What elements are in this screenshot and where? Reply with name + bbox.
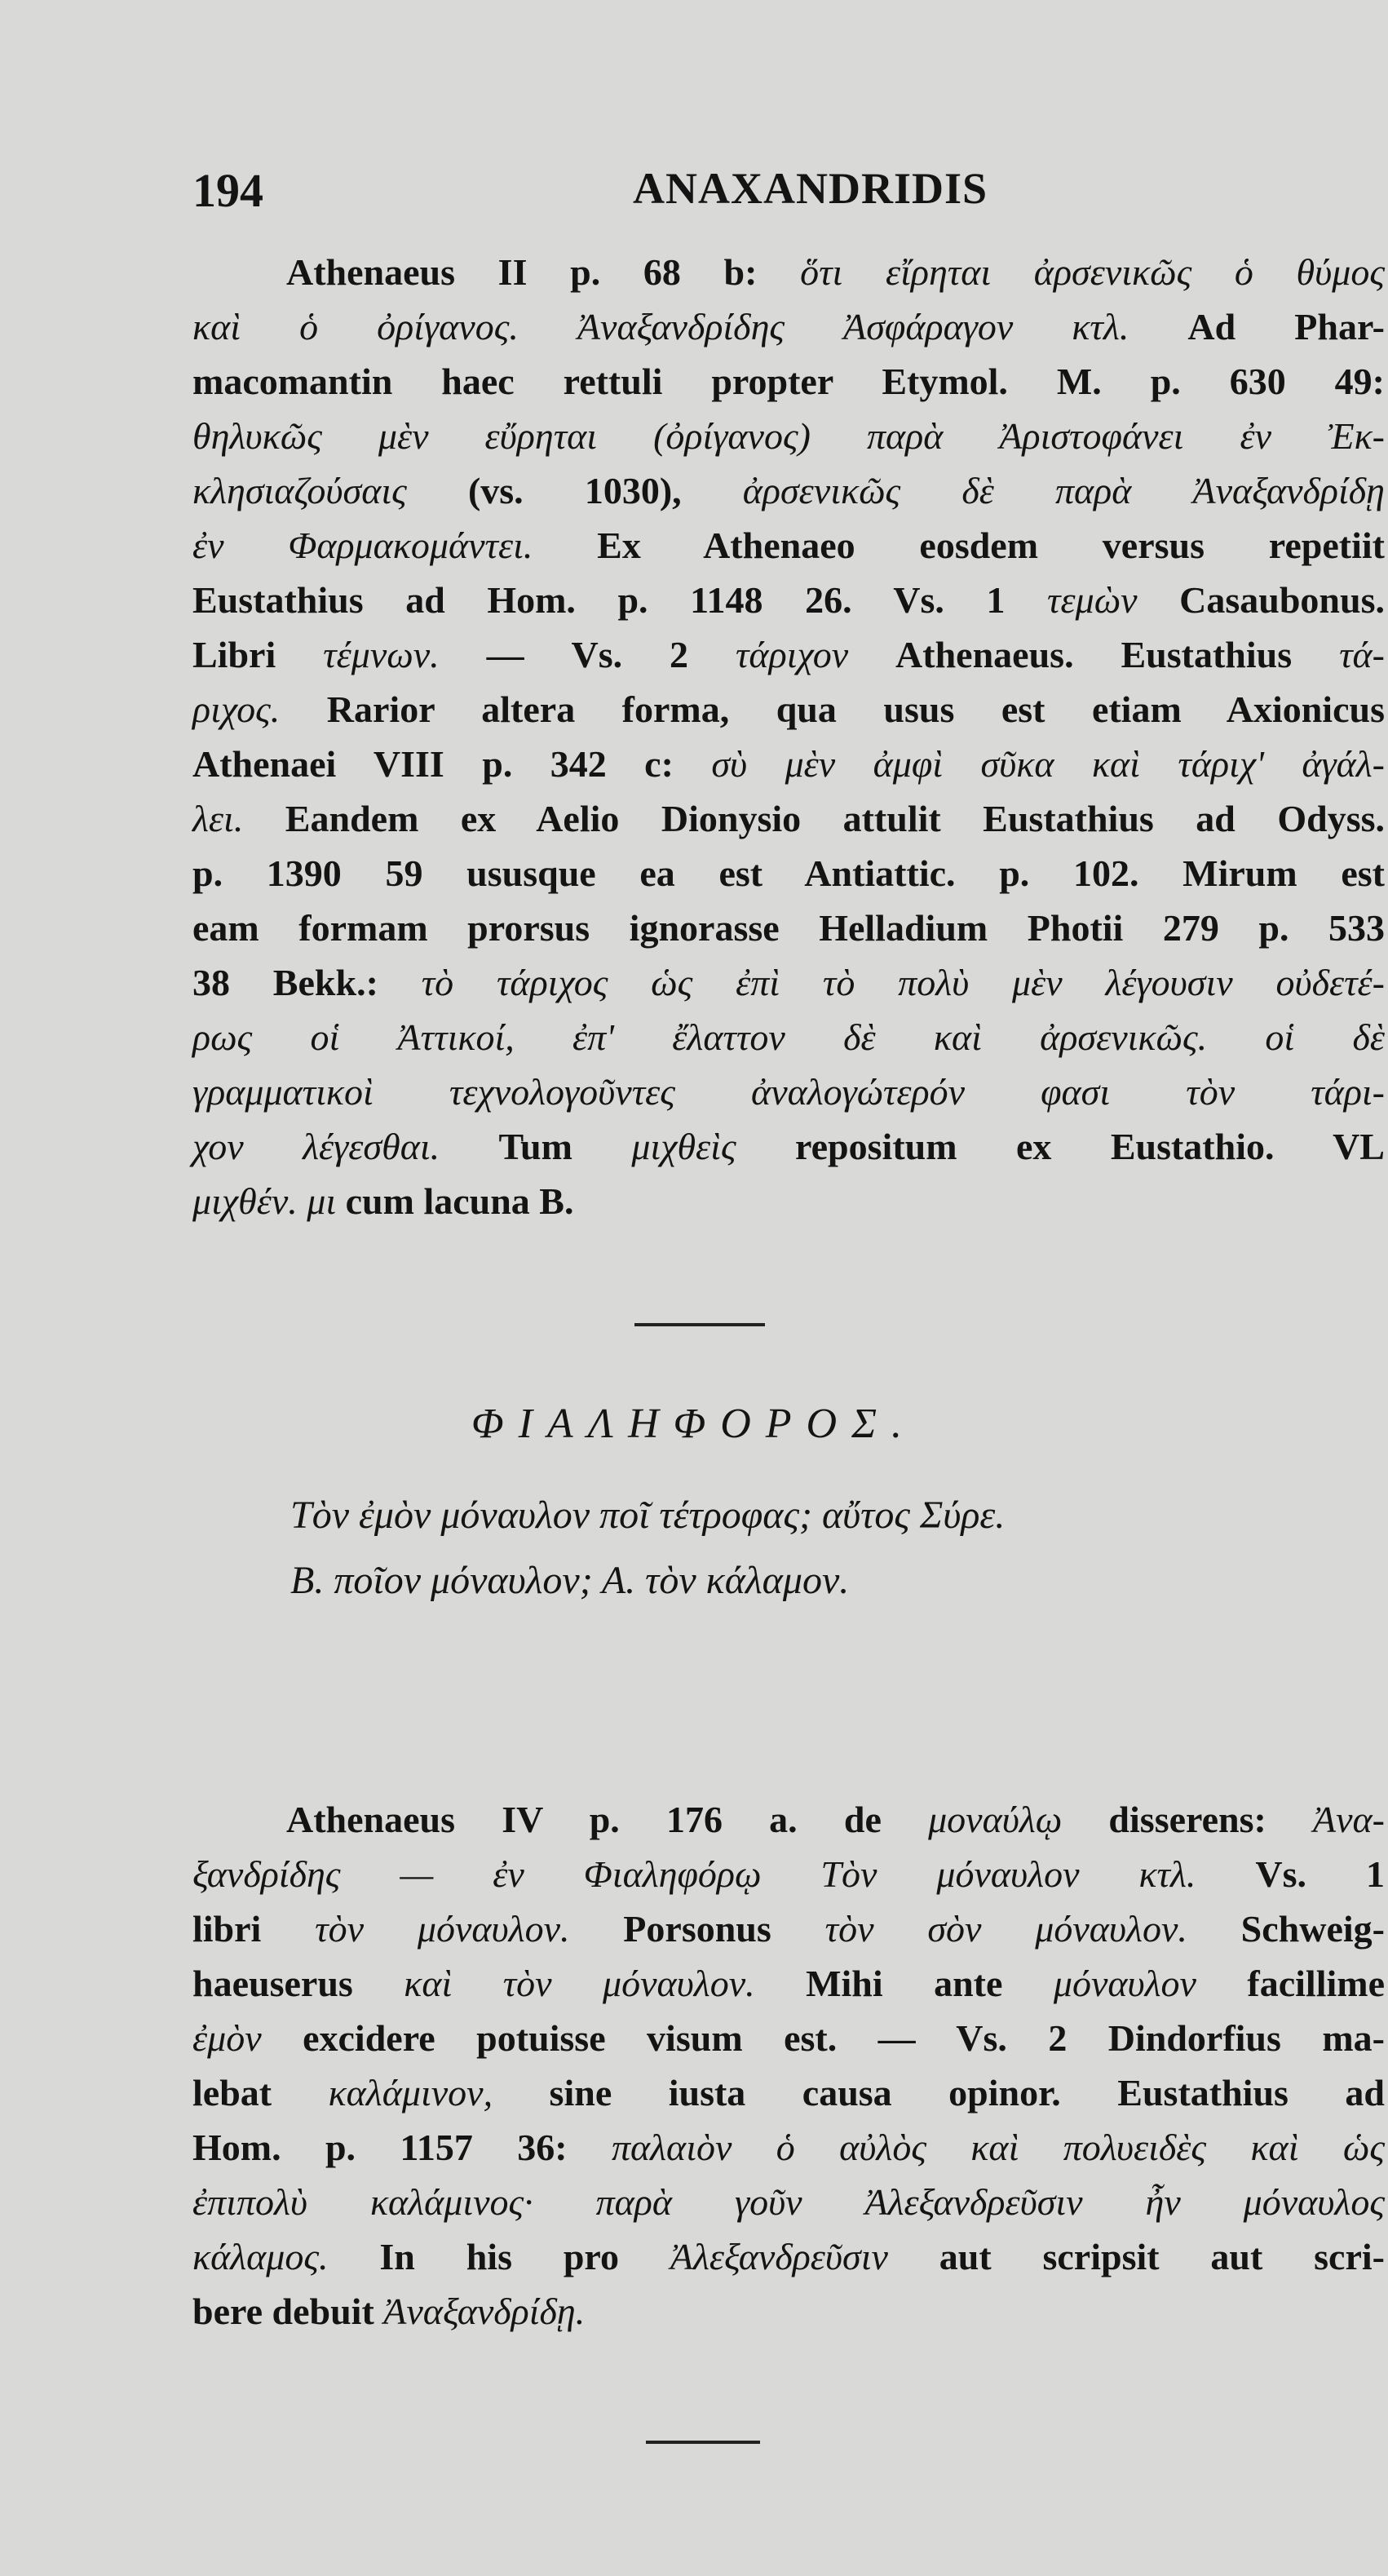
greek-text: ὅτι εἴρηται ἀρσενικῶς ὁ θύμος — [800, 251, 1386, 293]
commentary-note-1 — [192, 245, 1385, 1228]
latin-text: Casaubonus. — [1137, 579, 1385, 621]
latin-text: eam formam prorsus ignorasse Helladium Photii 279 p. 533 — [192, 907, 1385, 949]
text-line — [192, 299, 1385, 354]
latin-text: Mihi ante — [754, 1963, 1054, 2004]
latin-text: Eustathius ad Hom. p. 1148 26. Vs. 1 — [192, 579, 1048, 621]
play-title: ΦΙΑΛΗΦΟΡΟΣ. — [471, 1401, 917, 1447]
latin-text: Tum — [440, 1126, 632, 1167]
verse-line-1: Τὸν ἐμὸν μόναυλον ποῖ τέτροφας; αὔτος Σύρε. — [290, 1494, 1006, 1537]
text-line — [192, 354, 1385, 409]
text-line — [192, 1956, 1385, 2011]
latin-text: excidere potuisse visum est. — Vs. 2 Dindorfius ma- — [261, 2017, 1385, 2059]
greek-text: θηλυκῶς μὲν εὔρηται (ὀρίγανος) παρὰ Ἀριστοφάνει ἐν Ἐκ- — [192, 415, 1385, 457]
greek-text: ἐμὸν — [192, 2017, 262, 2059]
text-line — [192, 2011, 1385, 2065]
text-line — [192, 463, 1385, 518]
latin-text: — Vs. 2 — [439, 634, 736, 675]
greek-text: ἀρσενικῶς δὲ παρὰ Ἀναξανδρίδῃ — [742, 470, 1385, 511]
latin-text — [298, 1180, 307, 1222]
latin-text: Libri — [192, 634, 324, 675]
latin-text: macomantin haec rettuli propter Etymol. M. p. 630 49: — [192, 361, 1385, 402]
greek-text: ριχος. — [192, 688, 281, 730]
text-line — [192, 682, 1385, 737]
greek-text: τὸν μόναυλον. — [315, 1908, 570, 1950]
greek-text: μόναυλον — [1053, 1963, 1196, 2004]
latin-text: Vs. 1 — [1196, 1853, 1385, 1895]
latin-text: Athenaei VIII p. 342 c: — [192, 743, 712, 785]
text-line — [192, 1174, 1385, 1228]
text-line — [192, 846, 1385, 901]
text-line — [192, 2175, 1385, 2229]
text-line — [192, 1792, 1385, 1847]
greek-text: λει. — [192, 798, 244, 839]
latin-text: Schweig- — [1187, 1908, 1385, 1950]
section-divider — [634, 1323, 765, 1326]
page-number: 194 — [192, 164, 263, 217]
latin-text: aut scripsit aut scri- — [887, 2236, 1385, 2277]
text-line — [192, 901, 1385, 955]
text-line — [192, 955, 1385, 1010]
text-line — [192, 1901, 1385, 1956]
greek-text: καὶ ὁ ὀρίγανος. Ἀναξανδρίδης Ἀσφάραγον κτλ. — [192, 306, 1129, 347]
greek-text: κάλαμος. — [192, 2236, 329, 2277]
latin-text: Hom. p. 1157 36: — [192, 2127, 612, 2168]
latin-text: (vs. 1030), — [406, 470, 743, 511]
greek-text: χον λέγεσθαι. — [192, 1126, 440, 1167]
latin-text: In his pro — [328, 2236, 670, 2277]
latin-text: 38 Bekk.: — [192, 962, 422, 1003]
latin-text: cum lacuna B. — [336, 1180, 574, 1222]
greek-text: τεμὼν — [1047, 579, 1138, 621]
latin-text: Ex Athenaeo eosdem versus repetiit — [533, 524, 1385, 566]
latin-text: Athenaeus. Eustathius — [848, 634, 1340, 675]
text-line — [192, 518, 1385, 573]
latin-text: lebat — [192, 2072, 329, 2113]
greek-text: ἐπιπολὺ καλάμινος· παρὰ γοῦν Ἀλεξανδρεῦσιν ἦν μόναυλος — [192, 2181, 1385, 2223]
end-rule — [646, 2441, 760, 2444]
latin-text: repositum ex Eustathio. VL — [736, 1126, 1385, 1167]
latin-text: Athenaeus II p. 68 b: — [286, 251, 801, 293]
greek-text: μι — [307, 1180, 337, 1222]
text-line — [192, 2120, 1385, 2175]
latin-text: facillime — [1196, 1963, 1386, 2004]
text-line — [192, 2284, 1385, 2339]
text-line — [192, 791, 1385, 846]
text-line — [192, 573, 1385, 627]
greek-text: Ἀνα- — [1313, 1799, 1385, 1840]
page-header — [192, 163, 1388, 220]
running-title: ANAXANDRIDIS — [633, 164, 988, 213]
greek-text: ξανδρίδης — ἐν Φιαληφόρῳ Τὸν μόναυλον κτλ. — [192, 1853, 1196, 1895]
latin-text: Ad Phar- — [1129, 306, 1385, 347]
latin-text: Rarior altera forma, qua usus est etiam Axionicus — [280, 688, 1385, 730]
latin-text: libri — [192, 1908, 316, 1950]
text-line — [192, 1064, 1385, 1119]
text-line — [192, 1119, 1385, 1174]
text-line — [192, 409, 1385, 463]
text-line — [192, 1847, 1385, 1901]
greek-text: μοναύλῳ — [928, 1799, 1063, 1840]
text-line — [192, 1010, 1385, 1064]
greek-text: παλαιὸν ὁ αὐλὸς καὶ πολυειδὲς καὶ ὡς — [611, 2127, 1385, 2168]
verse-line-2: Β. ποῖον μόναυλον; Α. τὸν κάλαμον. — [290, 1559, 850, 1602]
latin-text: haeuserus — [192, 1963, 404, 2004]
greek-text: κλησιαζούσαις — [192, 470, 407, 511]
greek-text: τάριχον — [735, 634, 849, 675]
latin-text: Eandem ex Aelio Dionysio attulit Eustathius ad Odyss. — [243, 798, 1385, 839]
commentary-note-2 — [192, 1792, 1385, 2339]
greek-text: Ἀναξανδρίδῃ. — [383, 2291, 586, 2332]
greek-text: τά- — [1339, 634, 1385, 675]
greek-text: καλάμινον, — [328, 2072, 493, 2113]
greek-text: καὶ τὸν μόναυλον. — [404, 1963, 755, 2004]
latin-text: p. 1390 59 ususque ea est Antiattic. p. 102. Mirum est — [192, 852, 1385, 894]
greek-text: μιχθέν. — [192, 1180, 298, 1222]
latin-text: Porsonus — [569, 1908, 825, 1950]
latin-text: Athenaeus IV p. 176 a. de — [286, 1799, 929, 1840]
greek-text: ἐν Φαρμακομάντει. — [192, 524, 533, 566]
text-line — [192, 2065, 1385, 2120]
greek-text: τὸ τάριχος ὡς ἐπὶ τὸ πολὺ μὲν λέγουσιν οὐδετέ- — [421, 962, 1385, 1003]
greek-text: ρως οἱ Ἀττικοί, ἐπ' ἔλαττον δὲ καὶ ἀρσενικῶς. οἱ δὲ — [192, 1016, 1385, 1058]
text-line — [192, 627, 1385, 682]
greek-text: τὸν σὸν μόναυλον. — [824, 1908, 1187, 1950]
text-line — [192, 737, 1385, 791]
greek-text: σὺ μὲν ἀμφὶ σῦκα καὶ τάριχ' ἀγάλ- — [711, 743, 1385, 785]
greek-text: Ἀλεξανδρεῦσιν — [670, 2236, 888, 2277]
text-line — [192, 245, 1385, 299]
latin-text: bere debuit — [192, 2291, 384, 2332]
text-line — [192, 2229, 1385, 2284]
greek-text: τέμνων. — [323, 634, 440, 675]
latin-text: sine iusta causa opinor. Eustathius ad — [493, 2072, 1385, 2113]
greek-text: μιχθεὶς — [631, 1126, 736, 1167]
latin-text: disserens: — [1062, 1799, 1314, 1840]
greek-text: γραμματικοὶ τεχνολογοῦντες ἀναλογώτερόν φασι τὸν τάρι- — [192, 1071, 1385, 1113]
